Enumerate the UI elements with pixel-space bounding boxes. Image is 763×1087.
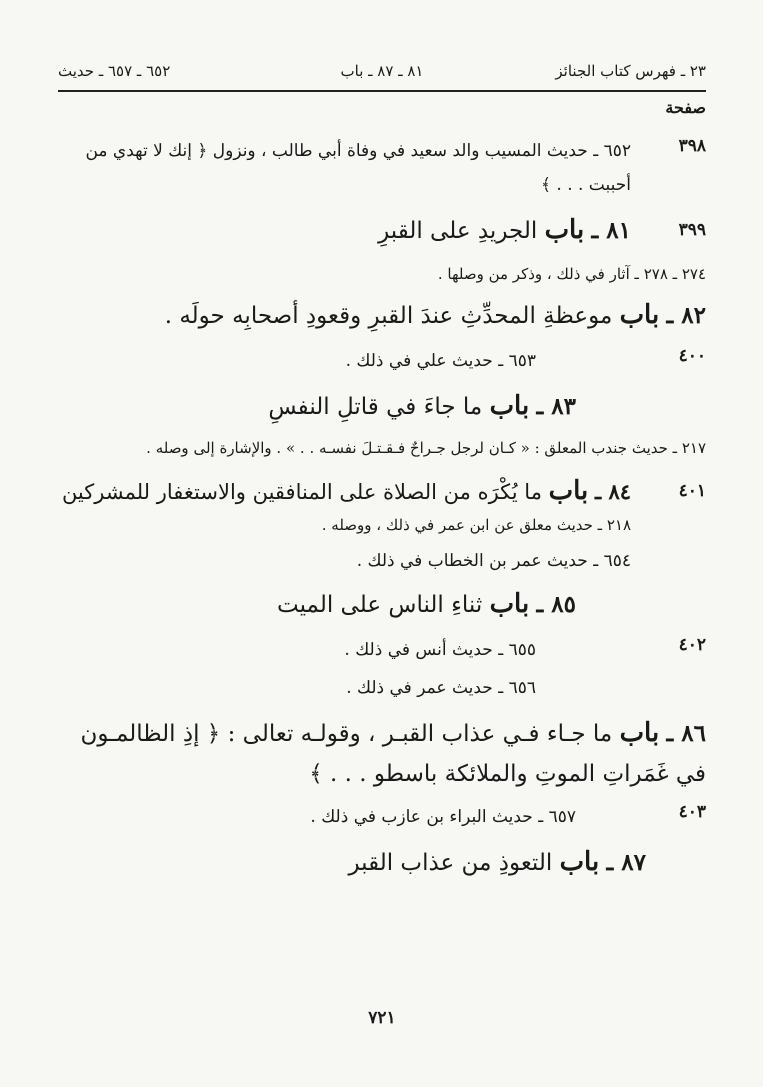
header-chapter-range: ٨١ ـ ٨٧ ـ باب: [340, 62, 424, 80]
index-entry: [58, 584, 706, 625]
hadith-entry: ٦٥٣ ـ حديث علي في ذلك .: [345, 351, 536, 371]
header-hadith-range: ٦٥٢ ـ ٦٥٧ ـ حديث: [58, 62, 171, 80]
chapter-title: ما جـاء فـي عذاب القبـر ، وقولـه تعالى : ﴿ إذِ الظالمـون في غَمَراتِ الموتِ والملائكة باسطو . . . ﴾: [80, 721, 706, 787]
hadith-entry: ٦٥٦ ـ حديث عمر في ذلك .: [346, 678, 536, 698]
chapter-heading: [58, 471, 631, 512]
chapter-number: ٨٧ ـ: [606, 849, 646, 876]
hadith-entry: ٦٥٤ ـ حديث عمر بن الخطاب في ذلك .: [356, 551, 631, 571]
chapter-bab: باب: [559, 847, 600, 877]
chapter-bab: باب: [489, 589, 530, 619]
chapter-number: ٨٢ ـ: [666, 302, 706, 329]
index-entry: [58, 671, 706, 705]
chapter-bab: باب: [544, 215, 585, 245]
page-ref: ٤٠٣: [678, 802, 706, 822]
index-entry: [58, 713, 706, 794]
chapter-heading: [58, 584, 576, 625]
chapter-number: ٨٤ ـ: [594, 479, 631, 504]
chapter-heading: [58, 295, 706, 336]
running-header: [58, 58, 706, 88]
index-entry: [58, 471, 706, 512]
index-entry: [58, 842, 706, 883]
page-ref: ٤٠١: [678, 481, 706, 501]
chapter-title: ما يُكْرَه من الصلاة على المنافقين والاستغفار للمشركين: [61, 480, 542, 504]
index-entry: [58, 800, 706, 834]
index-entry: [58, 433, 706, 463]
hadith-entry: ٦٥٥ ـ حديث أنس في ذلك .: [344, 640, 536, 660]
index-entry: [58, 633, 706, 667]
chapter-heading: [58, 210, 631, 251]
chapter-title: التعوذِ من عذاب القبر: [348, 850, 553, 876]
athar-entry: ٢٧٤ ـ ٢٧٨ ـ آثار في ذلك ، وذكر من وصلها .: [437, 265, 706, 283]
index-entry: [58, 544, 706, 578]
chapter-heading: [58, 842, 646, 883]
hadith-entry: ٦٥٧ ـ حديث البراء بن عازب في ذلك .: [310, 807, 576, 827]
index-entry: [58, 386, 706, 427]
index-entry: [58, 134, 706, 202]
index-entry: [58, 510, 706, 540]
page-number: ٧٢١: [368, 1008, 396, 1028]
mualaq-entry: ٢١٧ ـ حديث جندب المعلق : « كـان لرجل جـراحٌ فـقـتـلَ نفسـه . . » . والإشارة إلى وصله .: [146, 439, 706, 457]
chapter-bab: باب: [548, 476, 589, 506]
page-ref: ٣٩٩: [678, 220, 706, 240]
chapter-title: ثناءِ الناس على الميت: [277, 592, 483, 618]
header-book-title: ٢٣ ـ فهرس كتاب الجنائز: [555, 62, 706, 80]
chapter-bab: باب: [619, 300, 660, 330]
page-ref: ٤٠٢: [678, 635, 706, 655]
chapter-heading: [58, 386, 576, 427]
chapter-title: ما جاءَ في قاتلِ النفسِ: [268, 394, 483, 420]
document-page: [58, 58, 706, 1048]
chapter-title: موعظةِ المحدِّثِ عندَ القبرِ وقعودِ أصحابِه حولَه .: [164, 303, 613, 329]
page-column-label: صفحة: [665, 98, 706, 117]
chapter-title: الجريدِ على القبرِ: [378, 218, 538, 244]
chapter-heading: [58, 713, 706, 794]
index-entry: [58, 210, 706, 251]
mualaq-entry: ٢١٨ ـ حديث معلق عن ابن عمر في ذلك ، ووصله .: [321, 516, 631, 534]
chapter-number: ٨١ ـ: [591, 217, 631, 244]
hadith-entry: ٦٥٢ ـ حديث المسيب والد سعيد في وفاة أبي طالب ، ونزول ﴿ إنك لا تهدي من أحببت . . . ﴾: [85, 141, 631, 195]
chapter-number: ٨٣ ـ: [536, 393, 576, 420]
index-entry: [58, 344, 706, 378]
index-entry: [58, 259, 706, 289]
header-rule: [58, 90, 706, 92]
page-ref: ٤٠٠: [678, 346, 706, 366]
chapter-number: ٨٥ ـ: [536, 591, 576, 618]
page-ref: ٣٩٨: [678, 136, 706, 156]
chapter-bab: باب: [619, 718, 660, 748]
chapter-number: ٨٦ ـ: [666, 720, 706, 747]
index-entry: [58, 295, 706, 336]
chapter-bab: باب: [489, 391, 530, 421]
